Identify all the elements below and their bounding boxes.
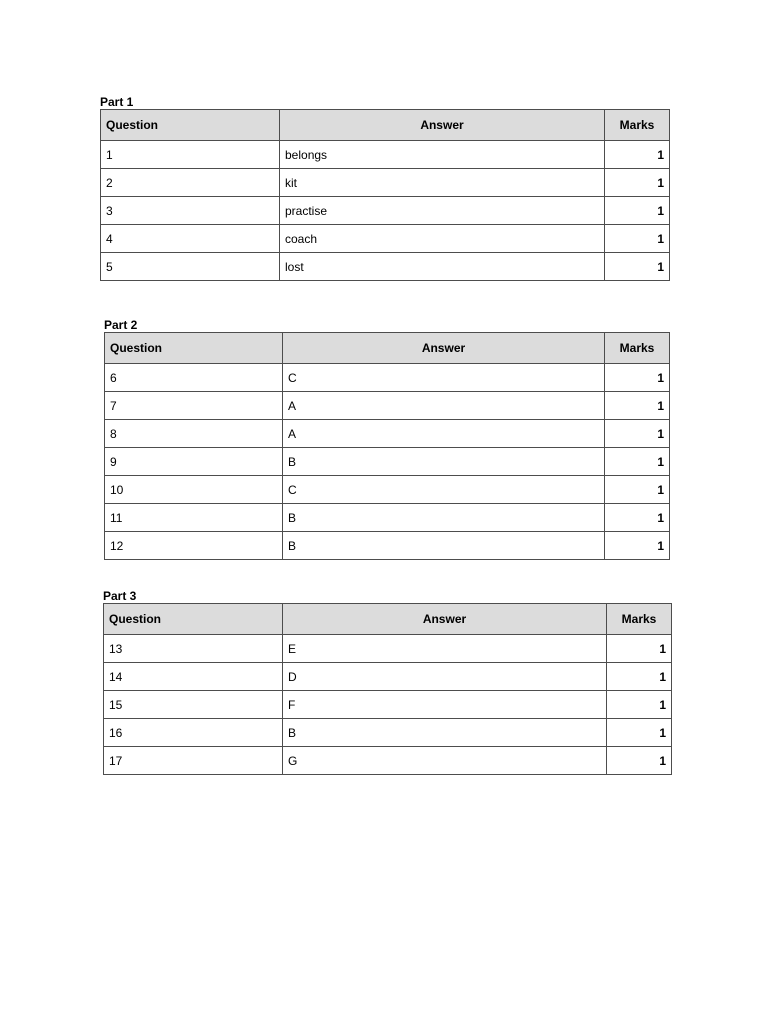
answer-value: B — [283, 719, 607, 747]
question-number: 6 — [105, 364, 283, 392]
column-header-question: Question — [104, 604, 283, 635]
answer-value: coach — [280, 225, 605, 253]
marks-value: 1 — [605, 532, 670, 560]
column-header-question: Question — [101, 110, 280, 141]
question-number: 16 — [104, 719, 283, 747]
table-row — [104, 747, 672, 775]
marks-value: 1 — [605, 169, 670, 197]
answer-table — [103, 603, 672, 775]
marks-value: 1 — [605, 225, 670, 253]
answer-value: C — [283, 476, 605, 504]
part-1-section — [100, 95, 670, 281]
answer-value: C — [283, 364, 605, 392]
question-number: 9 — [105, 448, 283, 476]
answer-value: E — [283, 635, 607, 663]
table-row — [101, 197, 670, 225]
column-header-marks: Marks — [605, 110, 670, 141]
table-row — [101, 141, 670, 169]
question-number: 15 — [104, 691, 283, 719]
question-number: 4 — [101, 225, 280, 253]
part-title: Part 2 — [104, 318, 138, 332]
table-header-row — [101, 110, 670, 141]
marks-value: 1 — [607, 691, 672, 719]
marks-value: 1 — [605, 197, 670, 225]
table-row — [104, 663, 672, 691]
table-header-row — [104, 604, 672, 635]
question-number: 2 — [101, 169, 280, 197]
table-row — [104, 719, 672, 747]
column-header-question: Question — [105, 333, 283, 364]
question-number: 3 — [101, 197, 280, 225]
question-number: 13 — [104, 635, 283, 663]
marks-value: 1 — [607, 719, 672, 747]
marks-value: 1 — [607, 635, 672, 663]
table-row — [105, 420, 670, 448]
marks-value: 1 — [607, 747, 672, 775]
part-3-section — [103, 589, 672, 775]
answer-value: B — [283, 448, 605, 476]
answer-value: kit — [280, 169, 605, 197]
part-2-section — [104, 318, 670, 560]
table-row — [101, 225, 670, 253]
question-number: 5 — [101, 253, 280, 281]
marks-value: 1 — [605, 420, 670, 448]
question-number: 17 — [104, 747, 283, 775]
answer-value: lost — [280, 253, 605, 281]
table-row — [105, 476, 670, 504]
marks-value: 1 — [605, 141, 670, 169]
table-header-row — [105, 333, 670, 364]
question-number: 12 — [105, 532, 283, 560]
answer-value: D — [283, 663, 607, 691]
answer-value: F — [283, 691, 607, 719]
answer-value: A — [283, 392, 605, 420]
column-header-answer: Answer — [283, 604, 607, 635]
question-number: 11 — [105, 504, 283, 532]
question-number: 7 — [105, 392, 283, 420]
question-number: 8 — [105, 420, 283, 448]
column-header-answer: Answer — [280, 110, 605, 141]
answer-value: practise — [280, 197, 605, 225]
table-row — [101, 253, 670, 281]
question-number: 10 — [105, 476, 283, 504]
table-row — [105, 532, 670, 560]
table-row — [105, 448, 670, 476]
marks-value: 1 — [605, 364, 670, 392]
marks-value: 1 — [605, 504, 670, 532]
marks-value: 1 — [605, 253, 670, 281]
marks-value: 1 — [605, 476, 670, 504]
answer-value: belongs — [280, 141, 605, 169]
question-number: 14 — [104, 663, 283, 691]
marks-value: 1 — [607, 663, 672, 691]
answer-value: G — [283, 747, 607, 775]
part-title: Part 3 — [103, 589, 137, 603]
table-row — [101, 169, 670, 197]
answer-value: B — [283, 504, 605, 532]
table-row — [105, 504, 670, 532]
table-row — [104, 635, 672, 663]
column-header-answer: Answer — [283, 333, 605, 364]
marks-value: 1 — [605, 392, 670, 420]
marks-value: 1 — [605, 448, 670, 476]
table-row — [105, 392, 670, 420]
answer-value: B — [283, 532, 605, 560]
answer-table — [104, 332, 670, 560]
column-header-marks: Marks — [605, 333, 670, 364]
table-row — [104, 691, 672, 719]
question-number: 1 — [101, 141, 280, 169]
column-header-marks: Marks — [607, 604, 672, 635]
part-title: Part 1 — [100, 95, 134, 109]
answer-value: A — [283, 420, 605, 448]
answer-table — [100, 109, 670, 281]
table-row — [105, 364, 670, 392]
